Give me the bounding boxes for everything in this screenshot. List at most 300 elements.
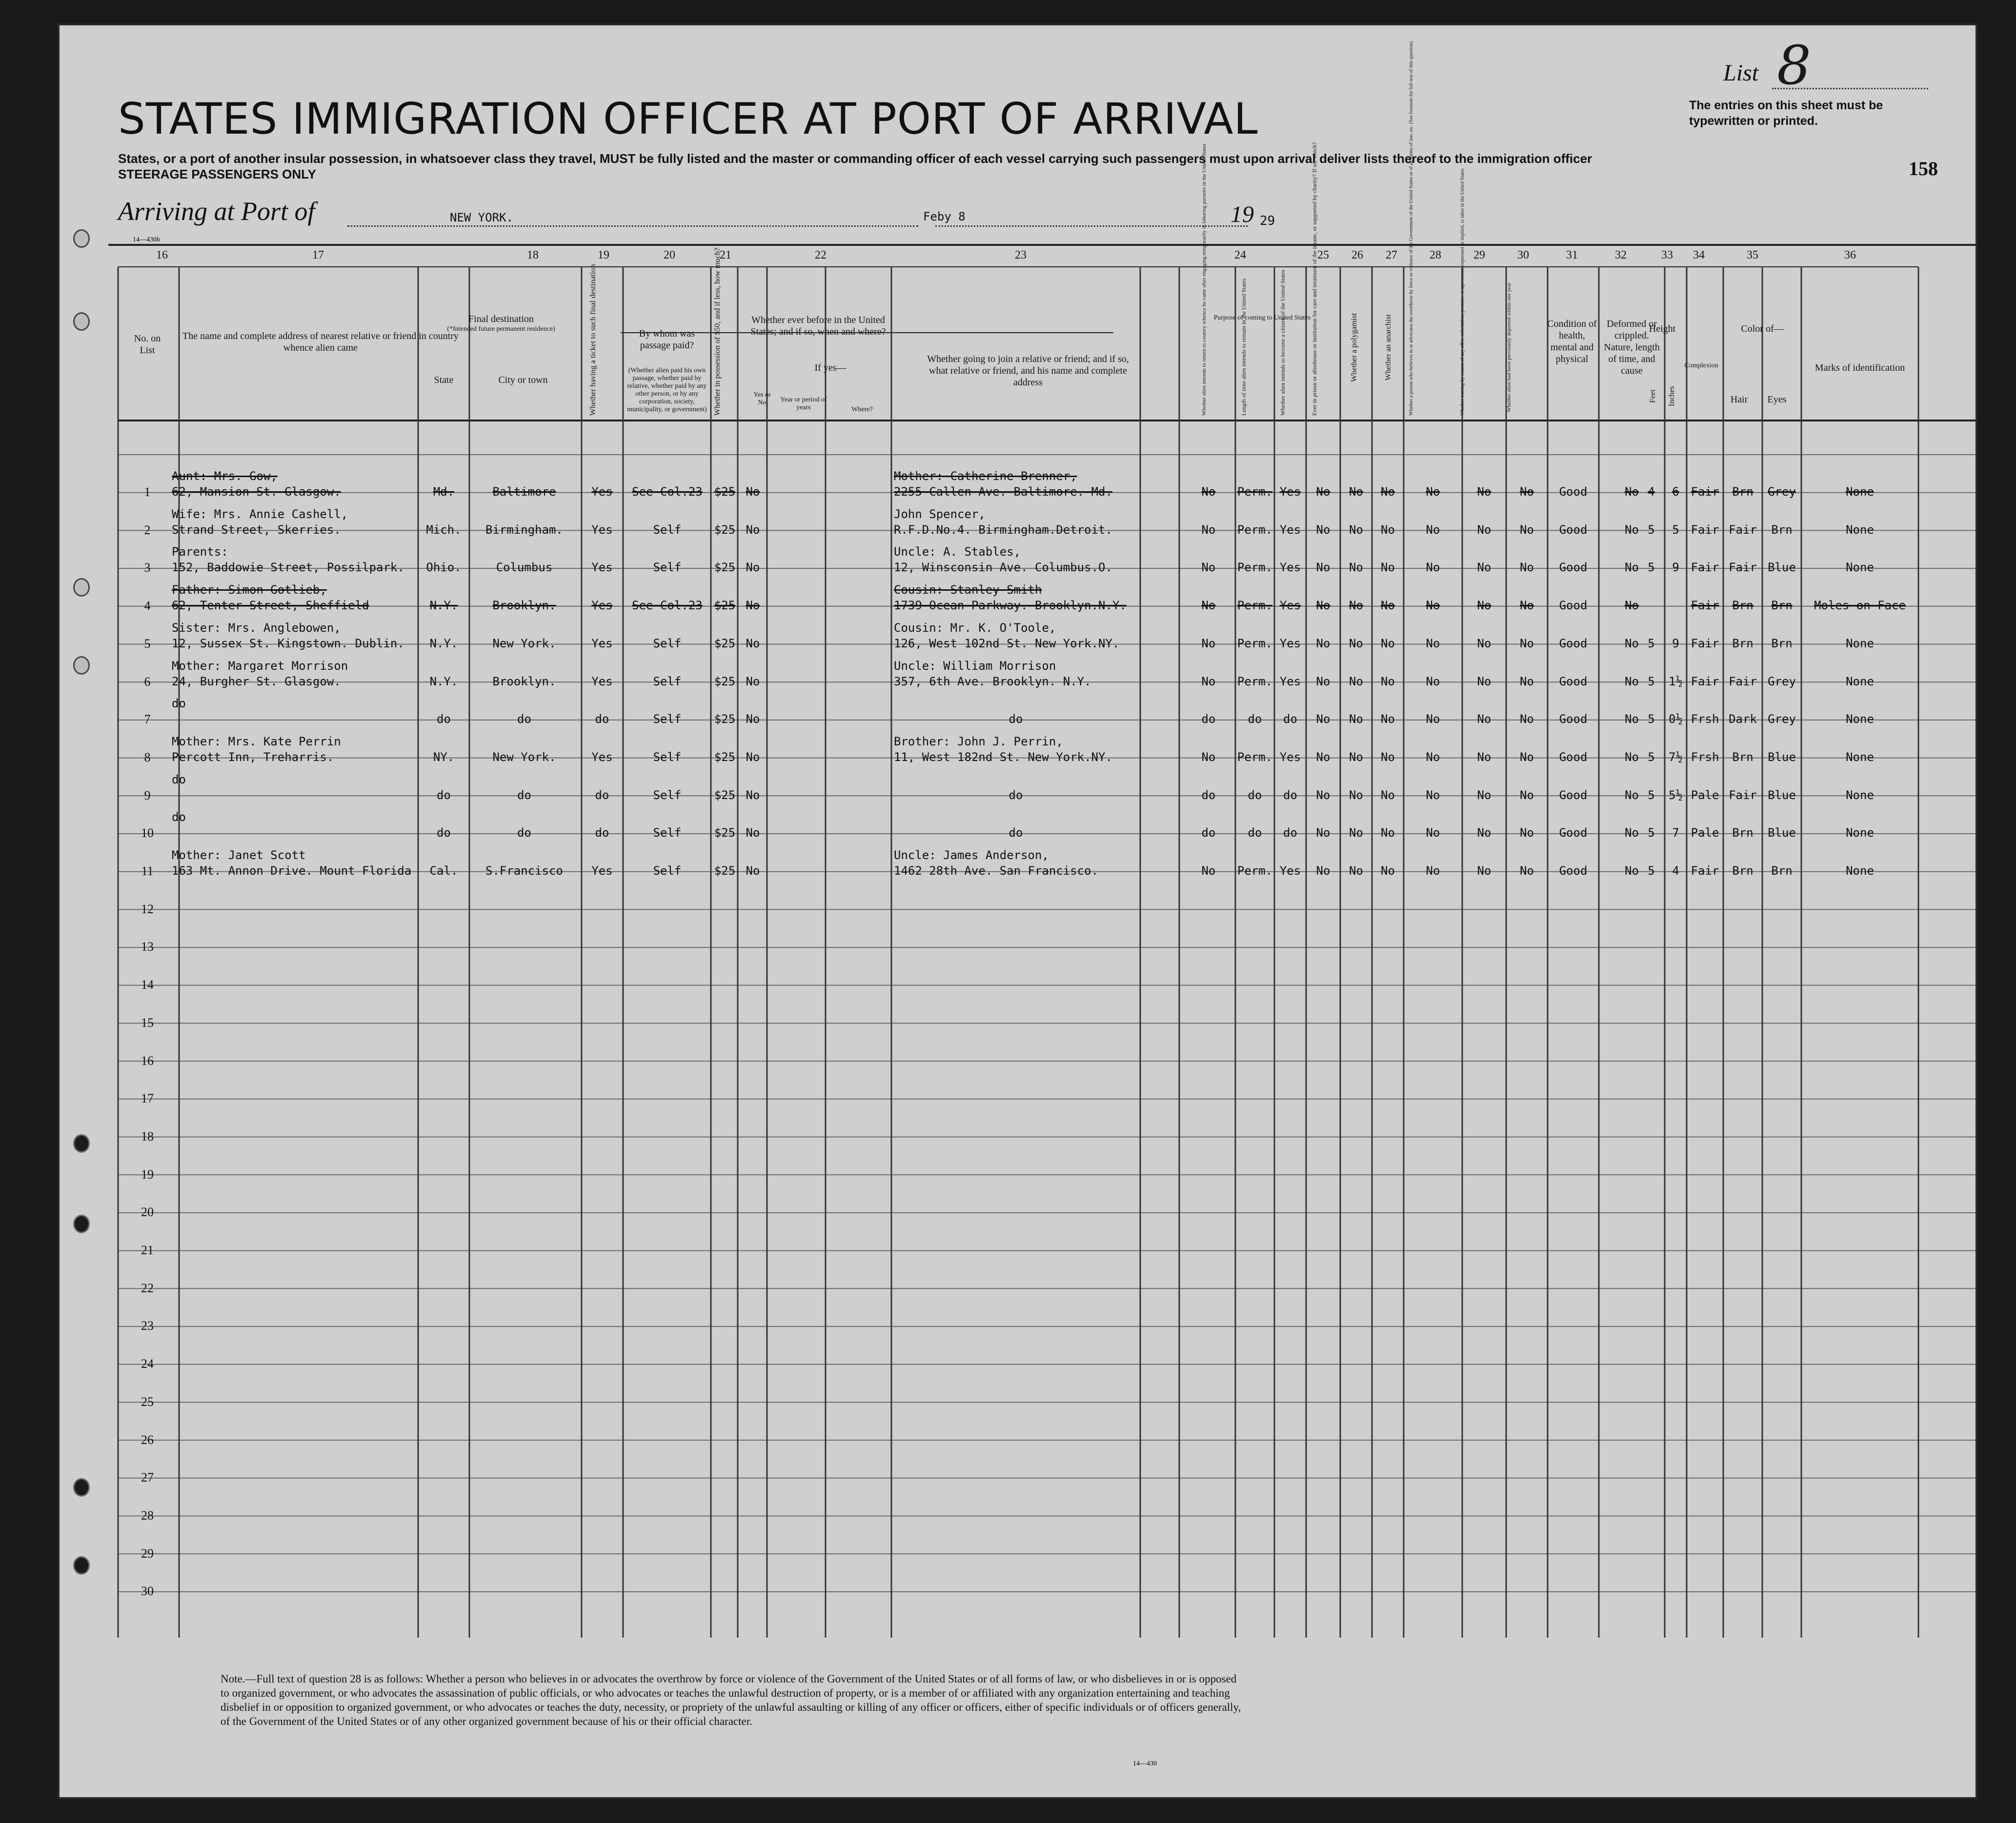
deformed: No bbox=[1625, 712, 1639, 726]
destination-state: N.Y. bbox=[429, 636, 458, 650]
health: Good bbox=[1559, 864, 1588, 878]
colnum-22: 22 bbox=[815, 249, 827, 261]
deformed: No bbox=[1625, 788, 1639, 802]
destination-city: do bbox=[517, 788, 531, 802]
identification-marks: None bbox=[1846, 485, 1874, 499]
labor-contract: No bbox=[1477, 826, 1492, 840]
overthrow-question: No bbox=[1426, 674, 1440, 688]
been-in-us-before: No bbox=[746, 485, 760, 499]
polygamist: No bbox=[1349, 561, 1363, 575]
identification-marks: Moles on Face bbox=[1814, 599, 1906, 613]
row-number: 22 bbox=[141, 1281, 154, 1295]
intends-return: No bbox=[1201, 522, 1216, 537]
anarchist: No bbox=[1381, 788, 1395, 802]
intends-citizen: do bbox=[1283, 826, 1297, 840]
intends-return: No bbox=[1201, 750, 1216, 764]
been-in-us-before: No bbox=[746, 636, 760, 650]
length-of-stay: Perm. bbox=[1237, 599, 1273, 613]
ticket: Yes bbox=[591, 864, 613, 878]
in-prison: No bbox=[1316, 788, 1331, 802]
eye-color: Brn bbox=[1771, 599, 1793, 613]
deported: No bbox=[1520, 522, 1534, 537]
passage-paid-by: Self bbox=[653, 788, 682, 802]
destination-city: Columbus bbox=[496, 561, 553, 575]
ticket: Yes bbox=[591, 636, 613, 650]
header-hair: Hair bbox=[1730, 394, 1748, 405]
passage-paid-by: Self bbox=[653, 750, 682, 764]
deported: No bbox=[1520, 712, 1534, 726]
eye-color: Grey bbox=[1768, 712, 1796, 726]
length-of-stay: do bbox=[1248, 826, 1262, 840]
row-number: 20 bbox=[141, 1205, 154, 1220]
health: Good bbox=[1559, 599, 1588, 613]
header-no-on-list: No. on List bbox=[134, 333, 161, 356]
header-feet: Feet bbox=[1649, 389, 1657, 403]
list-number: 8 bbox=[1777, 34, 1811, 97]
eye-color: Blue bbox=[1768, 750, 1796, 764]
relative-address: 163 Mt. Annon Drive. Mount Florida bbox=[172, 864, 412, 878]
table-grid bbox=[60, 25, 1976, 1797]
money: $25 bbox=[714, 522, 736, 537]
joining-name: Cousin: Mr. K. O'Toole, bbox=[894, 621, 1056, 635]
row-number: 12 bbox=[141, 901, 154, 916]
hair-color: Fair bbox=[1729, 561, 1757, 575]
complexion: Fair bbox=[1691, 674, 1719, 688]
colnum-24: 24 bbox=[1234, 249, 1246, 261]
header-inches: Inches bbox=[1668, 386, 1676, 406]
eye-color: Brn bbox=[1771, 864, 1793, 878]
deformed: No bbox=[1625, 561, 1639, 575]
colnum-20: 20 bbox=[664, 249, 675, 261]
overthrow-question: No bbox=[1426, 599, 1440, 613]
destination-state: Ohio. bbox=[426, 561, 462, 575]
intends-citizen: Yes bbox=[1279, 864, 1301, 878]
intends-citizen: Yes bbox=[1279, 561, 1301, 575]
eye-color: Grey bbox=[1768, 674, 1796, 688]
polygamist: No bbox=[1349, 485, 1363, 499]
labor-contract: No bbox=[1477, 674, 1492, 688]
joining-address: 1739 Ocean Parkway. Brooklyn.N.Y. bbox=[894, 599, 1127, 613]
hair-color: Brn bbox=[1732, 485, 1754, 499]
complexion: Pale bbox=[1691, 826, 1719, 840]
deformed: No bbox=[1625, 599, 1639, 613]
eye-color: Grey bbox=[1768, 485, 1796, 499]
header-year-period: Year or period of years bbox=[780, 396, 827, 411]
labor-contract: No bbox=[1477, 750, 1492, 764]
been-in-us-before: No bbox=[746, 674, 760, 688]
money: $25 bbox=[714, 674, 736, 688]
destination-city: do bbox=[517, 826, 531, 840]
row-number: 9 bbox=[144, 788, 151, 802]
height-inches: 0½ bbox=[1669, 712, 1683, 726]
row-number: 27 bbox=[141, 1470, 154, 1485]
colnum-32: 32 bbox=[1615, 249, 1627, 261]
header-polygamist: Whether a polygamist bbox=[1350, 313, 1358, 382]
row-number: 16 bbox=[141, 1053, 154, 1068]
row-number: 7 bbox=[144, 712, 151, 727]
complexion: Fair bbox=[1691, 636, 1719, 650]
row-number: 4 bbox=[144, 599, 151, 613]
height-inches: 1½ bbox=[1669, 674, 1683, 688]
money: $25 bbox=[714, 750, 736, 764]
relative-name: Sister: Mrs. Anglebowen, bbox=[172, 621, 341, 635]
arriving-label: Arriving at Port of bbox=[118, 197, 315, 226]
passage-paid-by: Self bbox=[653, 636, 682, 650]
row-number: 2 bbox=[144, 522, 151, 537]
length-of-stay: Perm. bbox=[1237, 522, 1273, 537]
passage-paid-by: Self bbox=[653, 522, 682, 537]
in-prison: No bbox=[1316, 674, 1331, 688]
ticket: Yes bbox=[591, 674, 613, 688]
header-state: State bbox=[434, 375, 454, 385]
joining-name: Uncle: James Anderson, bbox=[894, 848, 1049, 862]
height-feet: 5 bbox=[1648, 712, 1655, 726]
hair-color: Brn bbox=[1732, 826, 1754, 840]
header-c30: Whether alien had been previously deported within one year bbox=[1506, 282, 1512, 412]
row-number: 6 bbox=[144, 674, 151, 689]
row-number: 26 bbox=[141, 1432, 154, 1447]
length-of-stay: Perm. bbox=[1237, 864, 1273, 878]
deported: No bbox=[1520, 485, 1534, 499]
header-city: City or town bbox=[498, 375, 548, 385]
header-deformed: Deformed or crippled. Nature, length of time, and cause bbox=[1604, 319, 1660, 376]
been-in-us-before: No bbox=[746, 864, 760, 878]
destination-state: N.Y. bbox=[429, 599, 458, 613]
passage-paid-by: See Col.23 bbox=[632, 485, 703, 499]
row-number: 8 bbox=[144, 750, 151, 764]
year-prefix: 19 bbox=[1230, 201, 1254, 227]
header-passage-note: (Whether alien paid his own passage, whether paid by relative, whether paid by any other person, or by any corporation, society, municipality, or government) bbox=[627, 367, 707, 413]
hair-color: Fair bbox=[1729, 788, 1757, 802]
height-feet: 5 bbox=[1648, 674, 1655, 688]
joining-address: 1462 28th Ave. San Francisco. bbox=[894, 864, 1099, 878]
relative-name: Parents: bbox=[172, 545, 228, 559]
intends-citizen: do bbox=[1283, 712, 1297, 726]
colnum-17: 17 bbox=[312, 249, 324, 261]
destination-state: N.Y. bbox=[429, 674, 458, 688]
destination-city: New York. bbox=[492, 636, 556, 650]
labor-contract: No bbox=[1477, 788, 1492, 802]
colnum-25: 25 bbox=[1317, 249, 1329, 261]
in-prison: No bbox=[1316, 826, 1331, 840]
complexion: Frsh bbox=[1691, 750, 1719, 764]
form-code-top: 14—430b bbox=[133, 236, 160, 243]
header-ticket: Whether having a ticket to such final destination bbox=[589, 264, 597, 416]
identification-marks: None bbox=[1846, 522, 1874, 537]
row-number: 1 bbox=[144, 485, 151, 499]
deformed: No bbox=[1625, 826, 1639, 840]
height-feet: 4 bbox=[1648, 485, 1655, 499]
destination-state: do bbox=[437, 826, 451, 840]
relative-address: Percott Inn, Treharris. bbox=[172, 750, 334, 764]
header-health: Condition of health, mental and physical bbox=[1547, 319, 1597, 364]
relative-name: Wife: Mrs. Annie Cashell, bbox=[172, 507, 348, 521]
length-of-stay: Perm. bbox=[1237, 636, 1273, 650]
been-in-us-before: No bbox=[746, 522, 760, 537]
ticket: Yes bbox=[591, 522, 613, 537]
hair-color: Brn bbox=[1732, 750, 1754, 764]
overthrow-question: No bbox=[1426, 561, 1440, 575]
passage-paid-by: Self bbox=[653, 561, 682, 575]
identification-marks: None bbox=[1846, 864, 1874, 878]
colnum-18: 18 bbox=[527, 249, 539, 261]
polygamist: No bbox=[1349, 599, 1363, 613]
hair-color: Fair bbox=[1729, 674, 1757, 688]
destination-state: Cal. bbox=[429, 864, 458, 878]
row-number: 15 bbox=[141, 1015, 154, 1030]
polygamist: No bbox=[1349, 674, 1363, 688]
height-feet: 5 bbox=[1648, 750, 1655, 764]
header-final-destination: Final destination bbox=[468, 314, 534, 324]
row-number: 3 bbox=[144, 561, 151, 575]
row-number: 18 bbox=[141, 1129, 154, 1143]
binder-hole bbox=[73, 578, 90, 597]
money: $25 bbox=[714, 826, 736, 840]
colnum-26: 26 bbox=[1351, 249, 1363, 261]
ticket: Yes bbox=[591, 485, 613, 499]
destination-city: Birmingham. bbox=[485, 522, 563, 537]
binder-hole bbox=[73, 656, 90, 675]
anarchist: No bbox=[1381, 712, 1395, 726]
row-number: 13 bbox=[141, 940, 154, 954]
length-of-stay: Perm. bbox=[1237, 750, 1273, 764]
length-of-stay: Perm. bbox=[1237, 561, 1273, 575]
eye-color: Blue bbox=[1768, 561, 1796, 575]
destination-state: NY. bbox=[433, 750, 455, 764]
health: Good bbox=[1559, 674, 1588, 688]
anarchist: No bbox=[1381, 864, 1395, 878]
passage-paid-by: Self bbox=[653, 712, 682, 726]
joining-name: Uncle: William Morrison bbox=[894, 659, 1056, 673]
anarchist: No bbox=[1381, 561, 1395, 575]
header-purpose-a: Whether alien intends to return to country whence he came after engaging temporarily in laboring pursuits in the United States bbox=[1201, 143, 1207, 416]
relative-address: 12, Sussex St. Kingstown. Dublin. bbox=[172, 636, 404, 650]
relative-name: Aunt: Mrs. Gow, bbox=[172, 469, 278, 483]
overthrow-question: No bbox=[1426, 788, 1440, 802]
relative-address: 62, Tenter Street, Sheffield bbox=[172, 599, 369, 613]
destination-city: Baltimore bbox=[492, 485, 556, 499]
ticket: do bbox=[595, 712, 609, 726]
entries-note: The entries on this sheet must be typewritten or printed. bbox=[1689, 99, 1883, 128]
header-complexion: Complexion bbox=[1684, 362, 1718, 369]
eye-color: Brn bbox=[1771, 636, 1793, 650]
ticket: Yes bbox=[591, 599, 613, 613]
row-number: 21 bbox=[141, 1243, 154, 1257]
overthrow-question: No bbox=[1426, 522, 1440, 537]
header-marks: Marks of identification bbox=[1814, 362, 1905, 373]
intends-citizen: Yes bbox=[1279, 674, 1301, 688]
health: Good bbox=[1559, 788, 1588, 802]
eye-color: Blue bbox=[1768, 788, 1796, 802]
footnote: Note.—Full text of question 28 is as follows: Whether a person who believes in or advocates the overthrow by force or violence of the Government of the United States or of all forms of law, or who disbelieves in or is opposed to organized government, or who advocates the assassination of public officials, or who advocates or teaches the unlawful destruction of property, or is a member of or affiliated with any organization entertaining and teaching disbelief in or opposition to organized government, or who advocates or teaches the duty, necessity, or propriety of the unlawful assaulting or killing of any officer or officers, either of specific individuals or of officers generally, of the Government of the United States or of any other organized government because of his or their official character. bbox=[221, 1673, 1241, 1727]
joining-name: Cousin: Stanley Smith bbox=[894, 583, 1042, 597]
length-of-stay: do bbox=[1248, 788, 1262, 802]
labor-contract: No bbox=[1477, 864, 1492, 878]
complexion: Fair bbox=[1691, 561, 1719, 575]
ticket: do bbox=[595, 788, 609, 802]
header-anarchist: Whether an anarchist bbox=[1384, 314, 1392, 381]
polygamist: No bbox=[1349, 826, 1363, 840]
deformed: No bbox=[1625, 522, 1639, 537]
colnum-35: 35 bbox=[1747, 249, 1758, 261]
identification-marks: None bbox=[1846, 674, 1874, 688]
intends-return: do bbox=[1201, 788, 1216, 802]
joining-address: R.F.D.No.4. Birmingham.Detroit. bbox=[894, 522, 1112, 537]
health: Good bbox=[1559, 750, 1588, 764]
joining-address: 11, West 182nd St. New York.NY. bbox=[894, 750, 1112, 764]
identification-marks: None bbox=[1846, 826, 1874, 840]
in-prison: No bbox=[1316, 712, 1331, 726]
anarchist: No bbox=[1381, 485, 1395, 499]
destination-state: Md. bbox=[433, 485, 455, 499]
destination-state: Mich. bbox=[426, 522, 462, 537]
polygamist: No bbox=[1349, 750, 1363, 764]
binder-hole bbox=[73, 1478, 90, 1497]
joining-name: do bbox=[1008, 712, 1023, 726]
height-inches: 7½ bbox=[1669, 750, 1683, 764]
in-prison: No bbox=[1316, 522, 1331, 537]
anarchist: No bbox=[1381, 636, 1395, 650]
overthrow-question: No bbox=[1426, 826, 1440, 840]
identification-marks: None bbox=[1846, 636, 1874, 650]
health: Good bbox=[1559, 636, 1588, 650]
row-number: 10 bbox=[141, 826, 154, 841]
complexion: Fair bbox=[1691, 599, 1719, 613]
relative-name: Mother: Janet Scott bbox=[172, 848, 306, 862]
height-feet: 5 bbox=[1648, 864, 1655, 878]
money: $25 bbox=[714, 788, 736, 802]
labor-contract: No bbox=[1477, 636, 1492, 650]
row-number: 23 bbox=[141, 1319, 154, 1333]
height-inches: 9 bbox=[1672, 561, 1679, 575]
joining-name: Brother: John J. Perrin, bbox=[894, 734, 1063, 748]
deformed: No bbox=[1625, 636, 1639, 650]
identification-marks: None bbox=[1846, 712, 1874, 726]
intends-return: No bbox=[1201, 599, 1216, 613]
relative-address: 152, Baddowie Street, Possilpark. bbox=[172, 561, 404, 575]
identification-marks: None bbox=[1846, 788, 1874, 802]
money: $25 bbox=[714, 636, 736, 650]
intends-citizen: Yes bbox=[1279, 599, 1301, 613]
been-in-us-before: No bbox=[746, 750, 760, 764]
overthrow-question: No bbox=[1426, 750, 1440, 764]
height-inches: 4 bbox=[1672, 864, 1679, 878]
row-number: 25 bbox=[141, 1394, 154, 1409]
eye-color: Blue bbox=[1768, 826, 1796, 840]
destination-state: do bbox=[437, 788, 451, 802]
header-before-us: Whether ever before in the United States; and if so, when and where? bbox=[750, 315, 886, 337]
health: Good bbox=[1559, 826, 1588, 840]
anarchist: No bbox=[1381, 750, 1395, 764]
row-number: 14 bbox=[141, 978, 154, 992]
deported: No bbox=[1520, 750, 1534, 764]
health: Good bbox=[1559, 712, 1588, 726]
header-height: Height bbox=[1649, 323, 1676, 334]
identification-marks: None bbox=[1846, 561, 1874, 575]
joining-address: 357, 6th Ave. Brooklyn. N.Y. bbox=[894, 674, 1091, 688]
height-inches: 5 bbox=[1672, 522, 1679, 537]
height-feet: 5 bbox=[1648, 522, 1655, 537]
length-of-stay: Perm. bbox=[1237, 674, 1273, 688]
intends-citizen: Yes bbox=[1279, 522, 1301, 537]
joining-address: 12, Winsconsin Ave. Columbus.O. bbox=[894, 561, 1112, 575]
relative-name: do bbox=[172, 772, 186, 786]
destination-city: S.Francisco bbox=[485, 864, 563, 878]
height-inches: 6 bbox=[1672, 485, 1679, 499]
intends-return: No bbox=[1201, 674, 1216, 688]
header-color-of: Color of— bbox=[1741, 323, 1784, 334]
passenger-class: STEERAGE PASSENGERS ONLY bbox=[118, 167, 316, 181]
page-number: 158 bbox=[1909, 158, 1938, 180]
colnum-31: 31 bbox=[1566, 249, 1578, 261]
length-of-stay: Perm. bbox=[1237, 485, 1273, 499]
in-prison: No bbox=[1316, 636, 1331, 650]
deformed: No bbox=[1625, 750, 1639, 764]
manifest-sheet bbox=[58, 23, 1977, 1799]
binder-hole bbox=[73, 1134, 90, 1153]
anarchist: No bbox=[1381, 522, 1395, 537]
overthrow-question: No bbox=[1426, 712, 1440, 726]
money: $25 bbox=[714, 599, 736, 613]
hair-color: Fair bbox=[1729, 522, 1757, 537]
form-code: 14—430 bbox=[1133, 1760, 1157, 1767]
joining-name: do bbox=[1008, 788, 1023, 802]
header-nearest-relative: The name and complete address of nearest relative or friend in country whence alien came bbox=[182, 331, 459, 353]
hair-color: Brn bbox=[1732, 864, 1754, 878]
anarchist: No bbox=[1381, 826, 1395, 840]
labor-contract: No bbox=[1477, 599, 1492, 613]
destination-city: do bbox=[517, 712, 531, 726]
hair-color: Dark bbox=[1729, 712, 1757, 726]
destination-state: do bbox=[437, 712, 451, 726]
deported: No bbox=[1520, 826, 1534, 840]
height-feet: 5 bbox=[1648, 636, 1655, 650]
joining-name: John Spencer, bbox=[894, 507, 986, 521]
colnum-23: 23 bbox=[1015, 249, 1027, 261]
in-prison: No bbox=[1316, 561, 1331, 575]
joining-address: 2255 Callen Ave. Baltimore. Md. bbox=[894, 485, 1112, 499]
colnum-29: 29 bbox=[1473, 249, 1485, 261]
form-subtitle: States, or a port of another insular possession, in whatsoever class they travel, MUST be fully listed and the master or commanding officer of each vessel carrying such passengers must upon arrival deliver lists thereof to the immigration officer bbox=[118, 151, 1593, 166]
list-label: List bbox=[1723, 60, 1759, 86]
colnum-21: 21 bbox=[720, 249, 731, 261]
row-number: 29 bbox=[141, 1546, 154, 1561]
destination-city: Brooklyn. bbox=[492, 599, 556, 613]
ticket: do bbox=[595, 826, 609, 840]
relative-address: 24, Burgher St. Glasgow. bbox=[172, 674, 341, 688]
labor-contract: No bbox=[1477, 485, 1492, 499]
in-prison: No bbox=[1316, 750, 1331, 764]
intends-return: No bbox=[1201, 636, 1216, 650]
row-number: 5 bbox=[144, 636, 151, 651]
height-inches: 9 bbox=[1672, 636, 1679, 650]
destination-city: Brooklyn. bbox=[492, 674, 556, 688]
overthrow-question: No bbox=[1426, 864, 1440, 878]
header-eyes: Eyes bbox=[1767, 394, 1787, 405]
row-number: 24 bbox=[141, 1357, 154, 1371]
year-suffix: 29 bbox=[1260, 214, 1275, 228]
deported: No bbox=[1520, 788, 1534, 802]
destination-city: New York. bbox=[492, 750, 556, 764]
overthrow-question: No bbox=[1426, 636, 1440, 650]
ticket: Yes bbox=[591, 561, 613, 575]
money: $25 bbox=[714, 485, 736, 499]
deformed: No bbox=[1625, 864, 1639, 878]
complexion: Fair bbox=[1691, 485, 1719, 499]
colnum-36: 36 bbox=[1844, 249, 1856, 261]
intends-citizen: do bbox=[1283, 788, 1297, 802]
been-in-us-before: No bbox=[746, 712, 760, 726]
